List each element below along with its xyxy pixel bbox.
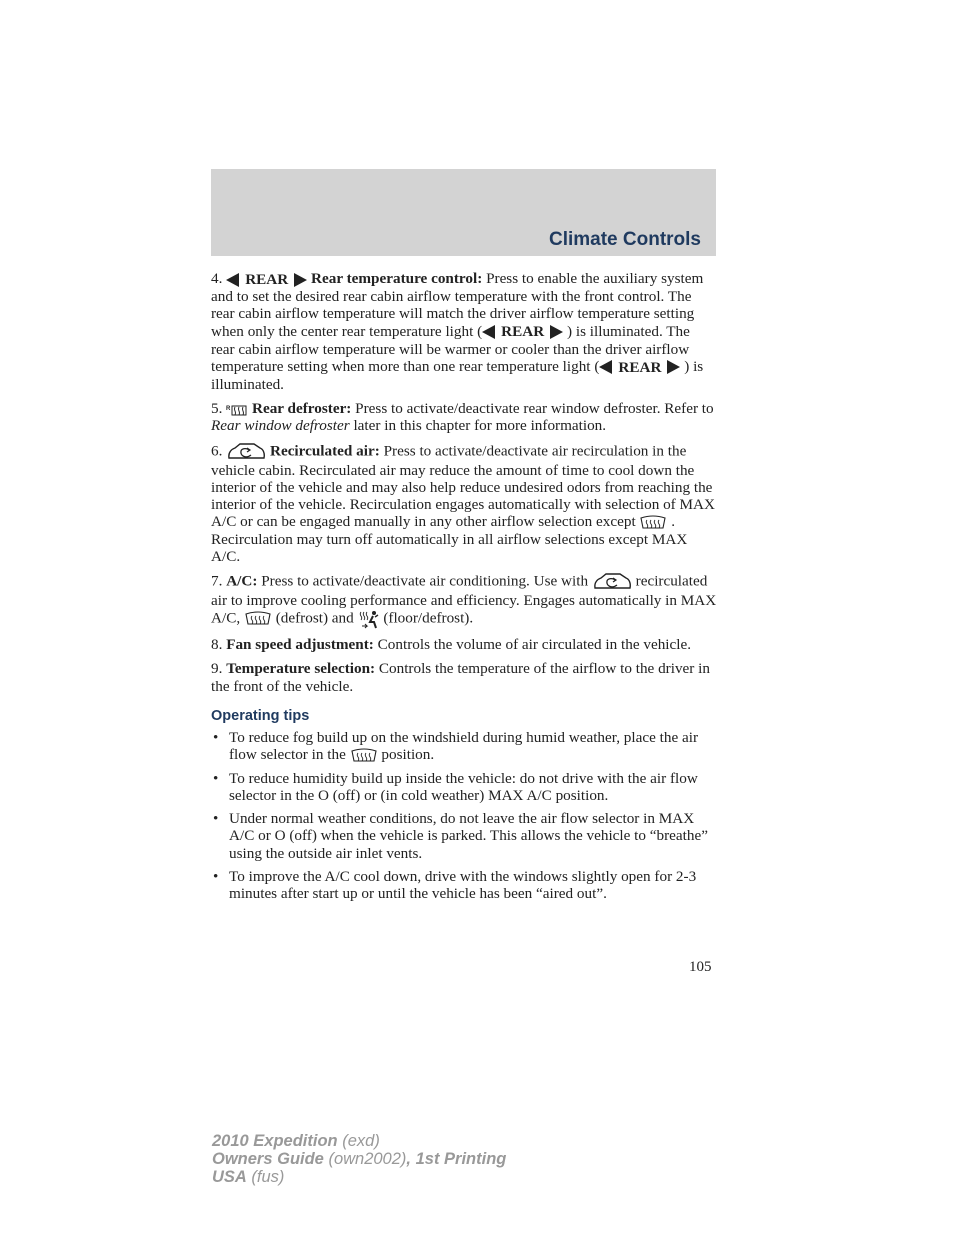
left-arrow-icon — [599, 360, 612, 374]
defrost-icon — [639, 515, 667, 531]
footer-printing: , 1st Printing — [406, 1150, 507, 1168]
item-6-number: 6. — [211, 442, 223, 460]
item-9 — [211, 660, 717, 694]
item-8-text: Controls the volume of air circulated in the vehicle. — [373, 636, 692, 654]
item-9-title: Temperature selection: — [226, 660, 376, 678]
footer-model: 2010 Expedition — [212, 1132, 338, 1150]
defrost-icon — [350, 748, 378, 764]
item-4-text-1: Press to enable the auxiliary system and to set the desired rear cabin airflow temperature with the front control. The rear cabin airflow temperature will match the driver airflow temperature setting when only the center rear temperature light ( — [211, 270, 704, 340]
item-9-number: 9. — [211, 660, 223, 678]
item-5-number: 5. — [211, 400, 223, 418]
tip-item-1 — [211, 729, 717, 764]
footer-line-2 — [212, 1150, 506, 1168]
operating-tips-heading: Operating tips — [211, 707, 310, 724]
item-6-text-1: Press to activate/deactivate air recirculation in the vehicle cabin. Recirculated air may reduce the amount of time to cool down the interior of the vehicle and may also help reduce undesired odors from reaching the interior of the vehicle. Recirculation engages automatically with selection of MAX A/C or can be engaged manually in any other airflow selection except — [211, 442, 715, 531]
tip-1-text-a: To reduce fog build up on the windshield during humid weather, place the air flow selector in the — [229, 729, 699, 764]
item-6-text-2: . Recirculation may turn off automatically in all airflow selections except MAX A/C. — [211, 513, 688, 565]
item-5 — [211, 400, 717, 434]
item-7-text-1: Press to activate/deactivate air conditioning. Use with — [257, 572, 592, 590]
svg-text:R: R — [226, 405, 231, 412]
item-4-text-2: ) is illuminated. The rear cabin airflow temperature will be warmer or cooler than the driver airflow temperature setting when more than one rear temperature light ( — [211, 322, 690, 375]
footer-info — [212, 1132, 506, 1186]
right-arrow-icon — [294, 273, 307, 287]
rear-temp-control-icon — [226, 271, 307, 288]
item-9-text: Controls the temperature of the airflow to the driver in the front of the vehicle. — [211, 660, 710, 695]
item-8-title: Fan speed adjustment: — [226, 636, 374, 654]
tip-1-text-b: position. — [377, 746, 435, 764]
footer-guide-code: (own2002) — [323, 1150, 407, 1168]
footer-line-1 — [212, 1132, 506, 1150]
tip-item-4: • To improve the A/C cool down, drive with the windows slightly open for 2-3 minutes after start up or until the vehicle has been “aired out”. — [211, 868, 717, 902]
left-arrow-icon — [226, 273, 239, 287]
section-title: Climate Controls — [548, 229, 701, 250]
footer-guide: Owners Guide — [212, 1150, 324, 1168]
item-4-number: 4. — [211, 270, 223, 287]
page-number: 105 — [689, 959, 712, 975]
item-4-title: Rear temperature control: — [311, 270, 483, 287]
rear-defroster-icon — [226, 403, 248, 417]
item-6 — [211, 442, 717, 566]
left-arrow-icon — [482, 325, 495, 339]
item-8-number: 8. — [211, 636, 223, 654]
item-5-text-2: later in this chapter for more information. — [349, 417, 607, 435]
right-arrow-icon — [667, 360, 680, 374]
floor-defrost-icon — [358, 609, 380, 629]
footer-line-3 — [212, 1168, 506, 1186]
rear-temp-light-icon — [482, 323, 563, 340]
item-7-text-4: (floor/defrost). — [379, 609, 474, 627]
item-7-number: 7. — [211, 572, 223, 590]
rear-temp-light-icon — [599, 359, 680, 376]
rear-label: REAR — [245, 270, 289, 288]
tip-item-3: • Under normal weather conditions, do not leave the air flow selector in MAX A/C or O (off) when the vehicle is parked. This allows the vehicle to “breathe” using the outside air inlet vents. — [211, 810, 717, 862]
rear-label: REAR — [501, 323, 545, 341]
item-4 — [211, 270, 717, 393]
item-7-text-2: recirculated air to improve cooling performance and efficiency. Engages automatically in MAX A/C, — [211, 572, 717, 627]
item-7 — [211, 572, 717, 629]
item-7-title: A/C: — [226, 572, 258, 590]
item-7-text-3: (defrost) and — [271, 609, 358, 627]
item-4-text-3: ) is illuminated. — [211, 357, 704, 393]
tip-item-2: • To reduce humidity build up inside the vehicle: do not drive with the air flow selector in the O (off) or (in cold weather) MAX A/C position. — [211, 770, 717, 804]
defrost-icon — [244, 611, 272, 627]
item-5-link-text: Rear window defroster — [211, 417, 350, 435]
footer-model-code: (exd) — [337, 1132, 380, 1150]
rear-label: REAR — [618, 358, 662, 376]
item-8 — [211, 636, 717, 653]
section-header-band — [211, 169, 716, 256]
item-5-title: Rear defroster: — [251, 400, 352, 418]
item-6-title: Recirculated air: — [269, 442, 380, 460]
right-arrow-icon — [550, 325, 563, 339]
footer-market: USA — [212, 1168, 247, 1186]
recirculation-icon — [226, 442, 266, 462]
recirculation-icon — [592, 572, 632, 592]
footer-market-code: (fus) — [246, 1168, 285, 1186]
page-content — [211, 270, 717, 908]
item-5-text-1: Press to activate/deactivate rear window defroster. Refer to — [351, 400, 714, 418]
